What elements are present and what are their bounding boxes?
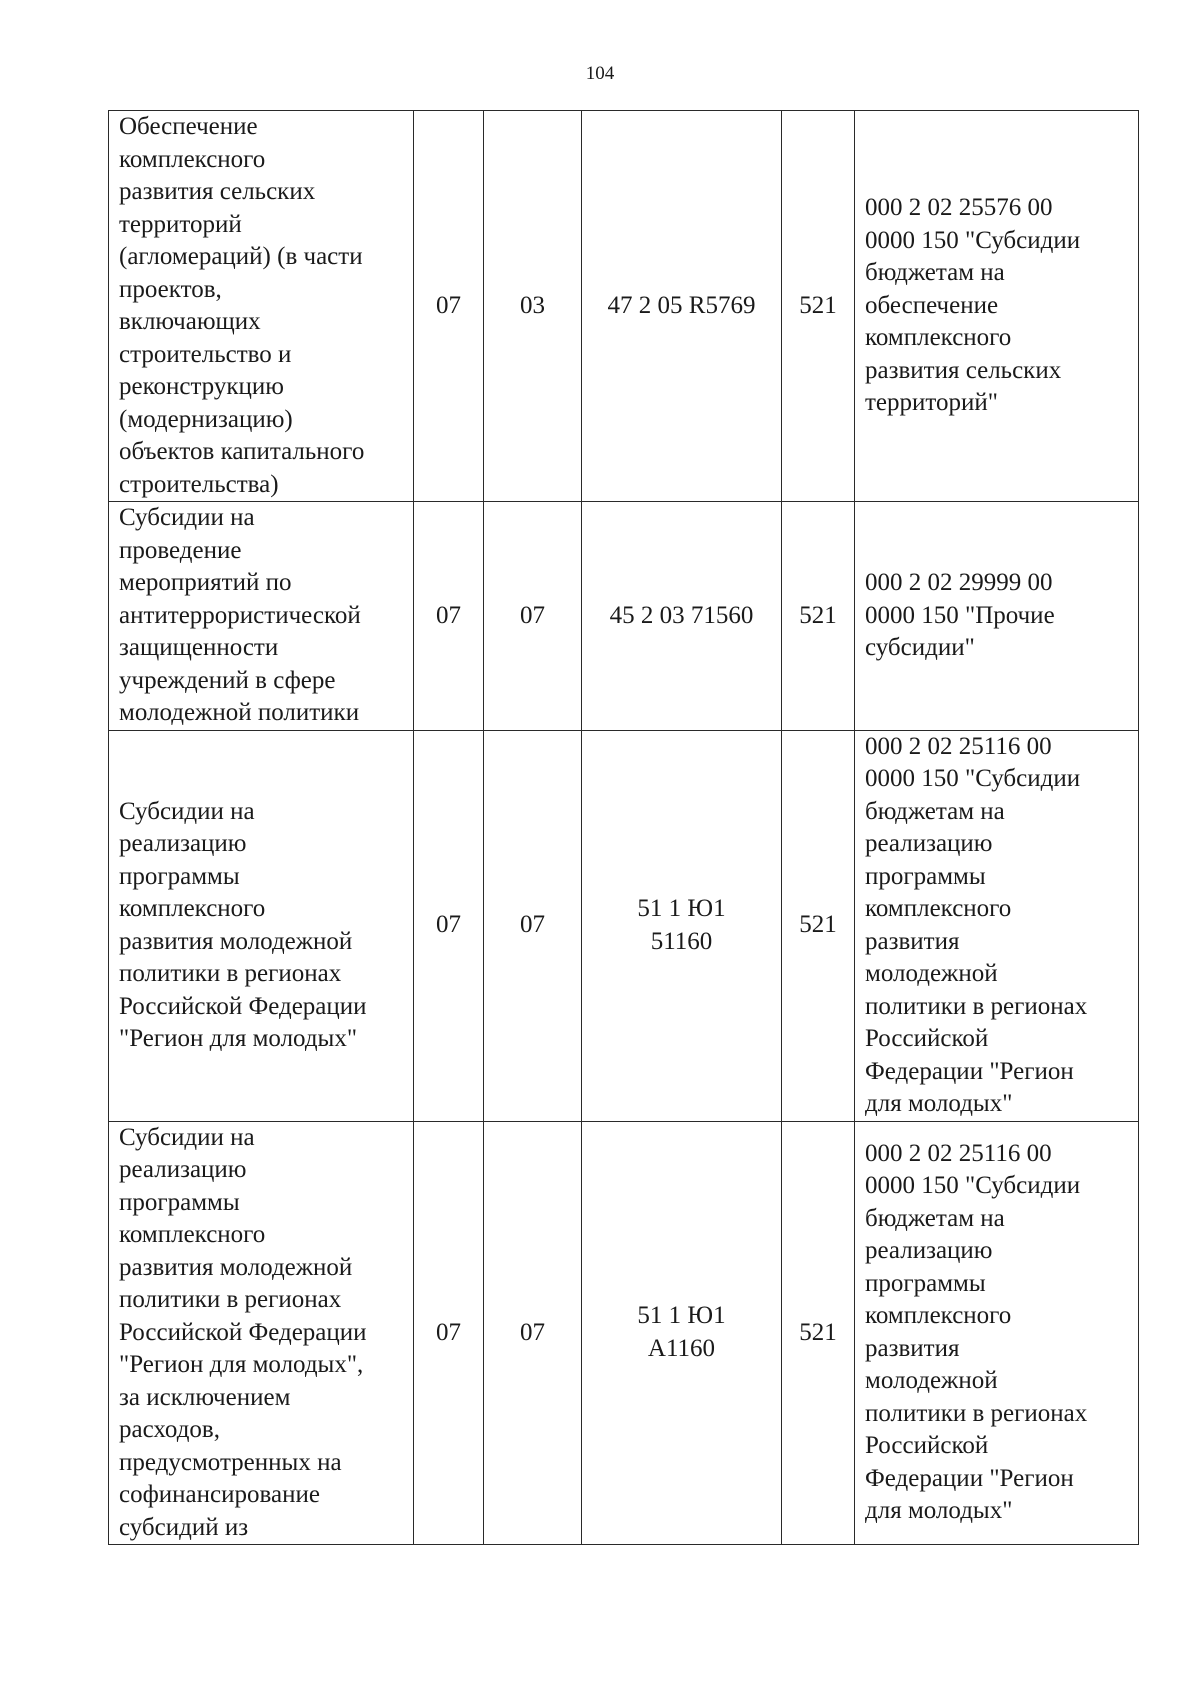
- page-number: 104: [585, 63, 615, 84]
- expense-name-cell: [109, 502, 414, 731]
- target-article-code: 47 2 05 R5769: [607, 291, 756, 319]
- section-code-cell: [414, 1121, 484, 1545]
- income-code-cell: [855, 111, 1139, 502]
- target-article-cell: [582, 111, 782, 502]
- expense-type-cell: [782, 502, 855, 731]
- expense-name: Обеспечение комплексного развития сельских территорий (агломераций) (в части проектов, включающих строительство и реконструкцию (модернизацию) объектов капитального строительства): [119, 113, 365, 498]
- subsection-code-cell: [484, 502, 582, 731]
- subsection-code: 07: [520, 601, 545, 629]
- expense-name: Субсидии на реализацию программы комплексного развития молодежной политики в регионах Российской Федерации "Регион для молодых", за исключением расходов, предусмотренных на софинансирование субсидий из: [119, 1123, 367, 1541]
- income-code: 000 2 02 25116 00 0000 150 "Субсидии бюджетам на реализацию программы комплексного развития молодежной политики в регионах Российской Федерации "Регион для молодых": [865, 1139, 1088, 1525]
- expense-type-code: 521: [799, 601, 837, 629]
- target-article-cell: [582, 730, 782, 1121]
- section-code-cell: [414, 502, 484, 731]
- income-code: 000 2 02 25576 00 0000 150 "Субсидии бюджетам на обеспечение комплексного развития сельских территорий": [865, 194, 1081, 417]
- expense-type-cell: [782, 111, 855, 502]
- section-code-cell: [414, 111, 484, 502]
- section-code-cell: [414, 730, 484, 1121]
- target-article-cell: [582, 1121, 782, 1545]
- section-code: 07: [436, 911, 461, 939]
- subsection-code-cell: [484, 111, 582, 502]
- subsection-code: 07: [520, 1318, 545, 1346]
- target-article-cell: [582, 502, 782, 731]
- target-article-code: 51 1 Ю1 51160: [637, 895, 726, 955]
- income-code-cell: [855, 730, 1139, 1121]
- table-row: [109, 502, 1139, 731]
- section-code: 07: [436, 1318, 461, 1346]
- expense-name-cell: [109, 1121, 414, 1545]
- expense-type-code: 521: [799, 291, 837, 319]
- subsection-code-cell: [484, 1121, 582, 1545]
- target-article-code: 51 1 Ю1 А1160: [637, 1302, 726, 1362]
- income-code-cell: [855, 502, 1139, 731]
- subsection-code: 07: [520, 911, 545, 939]
- income-code-cell: [855, 1121, 1139, 1545]
- expense-type-code: 521: [799, 911, 837, 939]
- expense-name-cell: [109, 111, 414, 502]
- table-row: [109, 1121, 1139, 1545]
- expense-type-cell: [782, 1121, 855, 1545]
- expense-name-cell: [109, 730, 414, 1121]
- section-code: 07: [436, 291, 461, 319]
- table-row: [109, 730, 1139, 1121]
- subsection-code: 03: [520, 291, 545, 319]
- budget-table: [108, 110, 1139, 1545]
- expense-name: Субсидии на реализацию программы комплексного развития молодежной политики в регионах Российской Федерации "Регион для молодых": [119, 797, 367, 1052]
- subsection-code-cell: [484, 730, 582, 1121]
- table-row: [109, 111, 1139, 502]
- income-code: 000 2 02 25116 00 0000 150 "Субсидии бюджетам на реализацию программы комплексного развития молодежной политики в регионах Российской Федерации "Регион для молодых": [865, 732, 1088, 1117]
- expense-name: Субсидии на проведение мероприятий по антитеррористической защищенности учреждений в сфере молодежной политики: [119, 504, 361, 726]
- section-code: 07: [436, 601, 461, 629]
- expense-type-cell: [782, 730, 855, 1121]
- income-code: 000 2 02 29999 00 0000 150 "Прочие субсидии": [865, 569, 1055, 661]
- expense-type-code: 521: [799, 1318, 837, 1346]
- target-article-code: 45 2 03 71560: [609, 601, 754, 629]
